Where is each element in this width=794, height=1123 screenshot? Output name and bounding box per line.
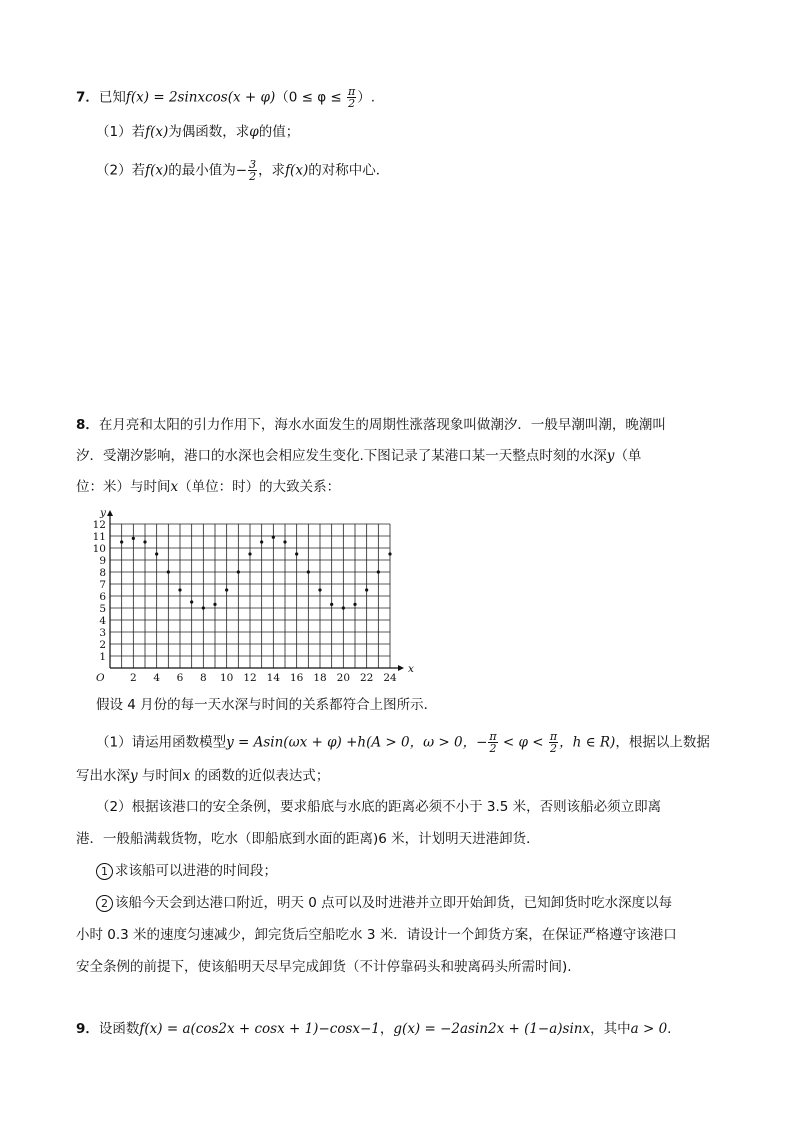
q8-line3-text-a: 位：米）与时间 xyxy=(76,479,171,495)
data-point xyxy=(248,552,251,555)
y-axis-arrow xyxy=(107,510,113,516)
data-point xyxy=(353,603,356,606)
data-point xyxy=(377,570,380,573)
data-point xyxy=(388,552,391,555)
q8-part1-text-b: ，根据以上数据 xyxy=(615,734,710,751)
data-point xyxy=(155,552,158,555)
q8-subquestion-2-line2: 小时 0.3 米的速度匀速减少，卸完货后空船吃水 3 米．请设计一个卸货方案，在保证严格遵守该港口 xyxy=(76,927,677,943)
q8-part1-line2 xyxy=(76,766,329,786)
x-tick-label: 22 xyxy=(359,672,374,684)
data-point xyxy=(225,588,228,591)
q8-assumption: 假设 4 月份的每一天水深与时间的关系都符合上图所示． xyxy=(96,697,438,713)
q9-text-a: 设函数 xyxy=(98,1021,140,1037)
chart-x-label: x xyxy=(408,663,414,675)
q9-end: . xyxy=(667,1021,672,1037)
q7-part2-text-a: 若 xyxy=(131,162,146,179)
q8-line2-text-b: （单 xyxy=(614,448,642,464)
q8-part1-line2-x: x xyxy=(182,768,191,784)
tide-chart xyxy=(84,508,420,688)
data-point xyxy=(178,588,181,591)
data-point xyxy=(365,588,368,591)
x-axis-arrow xyxy=(398,665,404,671)
q8-part1-line1 xyxy=(96,731,710,754)
x-tick-label: 8 xyxy=(199,672,207,684)
x-tick-label: 16 xyxy=(289,672,304,684)
q8-subquestion-1 xyxy=(96,861,277,881)
q8-line3 xyxy=(76,477,340,497)
y-tick-label: 1 xyxy=(99,651,106,663)
chart-x-ticks xyxy=(130,672,397,684)
q7-part1 xyxy=(96,122,299,142)
y-tick-label: 6 xyxy=(99,591,106,603)
y-tick-label: 10 xyxy=(92,543,106,555)
q9-separator: ， xyxy=(379,1021,394,1037)
chart-y-ticks xyxy=(93,519,107,663)
q8-part1-line2-text-b: 与时间 xyxy=(137,768,183,784)
q7-part2-text-b: 的最小值为− xyxy=(168,162,248,179)
data-point xyxy=(272,536,275,539)
chart-axes xyxy=(107,510,404,671)
q8-part1-fraction-right-num: π xyxy=(549,730,558,743)
q8-subquestion-2-line3: 安全条例的前提下，使该船明天尽早完成卸货（不计停靠码头和驶离码头所需时间). xyxy=(76,959,572,975)
data-point xyxy=(237,570,240,573)
q7-fraction-num: π xyxy=(348,85,356,98)
q8-part2-line1: （2）根据该港口的安全条例，要求船底与水底的距离必须不小于 3.5 米，否则该船必须立即离 xyxy=(96,799,662,815)
q8-part1-model: y = Asin(ωx + φ) +h(A > 0，ω > 0，− xyxy=(226,734,488,751)
q7-part2-tag: （2） xyxy=(96,162,132,179)
x-tick-label: 10 xyxy=(219,672,234,684)
q7-part2-fraction-num: 3 xyxy=(249,158,257,171)
chart-grid xyxy=(110,524,390,668)
q8-part2-line2: 港．一般船满载货物，吃水（即船底到水面的距离)6 米，计划明天进港卸货． xyxy=(76,831,540,847)
q8-line1 xyxy=(76,415,666,435)
q8-line2 xyxy=(76,446,641,466)
x-tick-label: 20 xyxy=(336,672,351,684)
q7-number: 7． xyxy=(76,89,99,106)
q8-part1-end: ，h ∈ R) xyxy=(559,734,616,751)
q7-fraction xyxy=(347,86,356,109)
y-tick-label: 2 xyxy=(99,639,106,651)
y-tick-label: 4 xyxy=(99,615,106,627)
y-tick-label: 9 xyxy=(99,555,106,567)
data-point xyxy=(120,540,123,543)
q9-stem xyxy=(76,1019,671,1039)
q8-subquestion-1-text: 求该船可以进港的时间段； xyxy=(115,863,277,879)
data-point xyxy=(283,540,286,543)
q8-line2-y: y xyxy=(606,448,615,464)
q7-part2-fx: f(x) xyxy=(145,162,169,179)
q8-part1-fraction-left-num: π xyxy=(489,730,497,743)
data-point xyxy=(143,540,146,543)
q8-part1-fraction-right-den: 2 xyxy=(550,742,557,755)
q8-part1-lt: < φ < xyxy=(498,734,548,751)
q7-fx: f(x) xyxy=(125,89,150,106)
q8-part1-fraction-right xyxy=(549,731,558,754)
y-tick-label: 8 xyxy=(99,567,106,579)
data-point xyxy=(342,606,345,609)
y-tick-label: 12 xyxy=(92,519,106,531)
data-point xyxy=(260,540,263,543)
q7-part2-text-c: ，求 xyxy=(258,162,286,179)
q9-condition: a > 0 xyxy=(630,1021,668,1037)
q7-part1-text-c: 的值； xyxy=(258,124,300,140)
q8-subquestion-2-line1 xyxy=(96,893,672,913)
data-point xyxy=(132,537,135,540)
q8-line3-text-b: （单位：时）的大致关系： xyxy=(178,479,341,495)
q7-condition-close: ）. xyxy=(357,89,376,106)
y-tick-label: 5 xyxy=(99,603,106,615)
q9-g-definition: g(x) = −2asin2x + (1−a)sinx xyxy=(393,1021,591,1037)
q7-pre: 已知 xyxy=(98,89,126,106)
q8-subquestion-2-text-1: 该船今天会到达港口附近，明天 0 点可以及时进港并立即开始卸货，已知卸货时吃水深度以每 xyxy=(115,895,673,911)
q7-fraction-den: 2 xyxy=(348,97,356,110)
q8-part1-text-a: （1）请运用函数模型 xyxy=(96,734,227,751)
q8-line3-x: x xyxy=(170,479,179,495)
data-point xyxy=(213,603,216,606)
x-tick-label: 2 xyxy=(129,672,137,684)
data-point xyxy=(318,588,321,591)
data-point xyxy=(295,552,298,555)
chart-origin-label: O xyxy=(96,672,105,684)
data-point xyxy=(330,603,333,606)
data-point xyxy=(307,570,310,573)
data-point xyxy=(190,600,193,603)
data-point xyxy=(202,606,205,609)
q7-condition-open: （0 ≤ φ ≤ xyxy=(275,89,347,106)
x-tick-label: 14 xyxy=(266,672,281,684)
q8-circled-1: 1 xyxy=(96,863,113,880)
x-tick-label: 24 xyxy=(383,672,397,684)
y-tick-label: 11 xyxy=(92,531,106,543)
q7-part1-phi: φ xyxy=(249,124,259,140)
q7-part1-text-a: 若 xyxy=(131,124,146,140)
q7-part2-fx2: f(x) xyxy=(285,162,309,179)
q7-definition: = 2sinxcos(x + φ) xyxy=(149,89,276,106)
x-tick-label: 18 xyxy=(313,672,327,684)
y-tick-label: 3 xyxy=(99,627,106,639)
x-tick-label: 6 xyxy=(176,672,184,684)
q8-line2-text-a: 汐．受潮汐影响，港口的水深也会相应发生变化.下图记录了某港口某一天整点时刻的水深 xyxy=(76,448,607,464)
x-tick-label: 12 xyxy=(243,672,257,684)
q8-part1-line2-text-a: 写出水深 xyxy=(76,768,130,784)
q8-part1-fraction-left-den: 2 xyxy=(489,742,497,755)
x-tick-label: 4 xyxy=(153,672,161,684)
q8-circled-2: 2 xyxy=(96,895,113,912)
q9-f-definition: f(x) = a(cos2x + cosx + 1)−cosx−1 xyxy=(139,1021,380,1037)
q7-stem xyxy=(76,86,375,109)
q7-part1-text-b: 为偶函数，求 xyxy=(168,124,250,140)
q7-part2-fraction xyxy=(248,159,257,182)
y-tick-label: 7 xyxy=(99,579,106,591)
q7-part1-tag: （1） xyxy=(96,124,132,140)
q8-part1-line2-text-c: 的函数的近似表达式； xyxy=(190,768,330,784)
q7-part1-fx: f(x) xyxy=(145,124,169,140)
q8-line1-text: 在月亮和太阳的引力作用下，海水水面发生的周期性涨落现象叫做潮汐．一般早潮叫潮，晚潮叫 xyxy=(98,417,666,433)
q7-part2-text-d: 的对称中心． xyxy=(308,162,390,179)
chart-y-label: y xyxy=(100,508,106,519)
q9-text-b: ，其中 xyxy=(590,1021,631,1037)
q8-number: 8． xyxy=(76,417,99,433)
q7-part2-fraction-den: 2 xyxy=(249,170,257,183)
q9-number: 9． xyxy=(76,1021,99,1037)
q7-part2 xyxy=(96,159,389,182)
data-point xyxy=(167,570,170,573)
q8-part1-line2-y: y xyxy=(130,768,138,784)
chart-points xyxy=(120,536,392,610)
q8-part1-fraction-left xyxy=(488,731,497,754)
